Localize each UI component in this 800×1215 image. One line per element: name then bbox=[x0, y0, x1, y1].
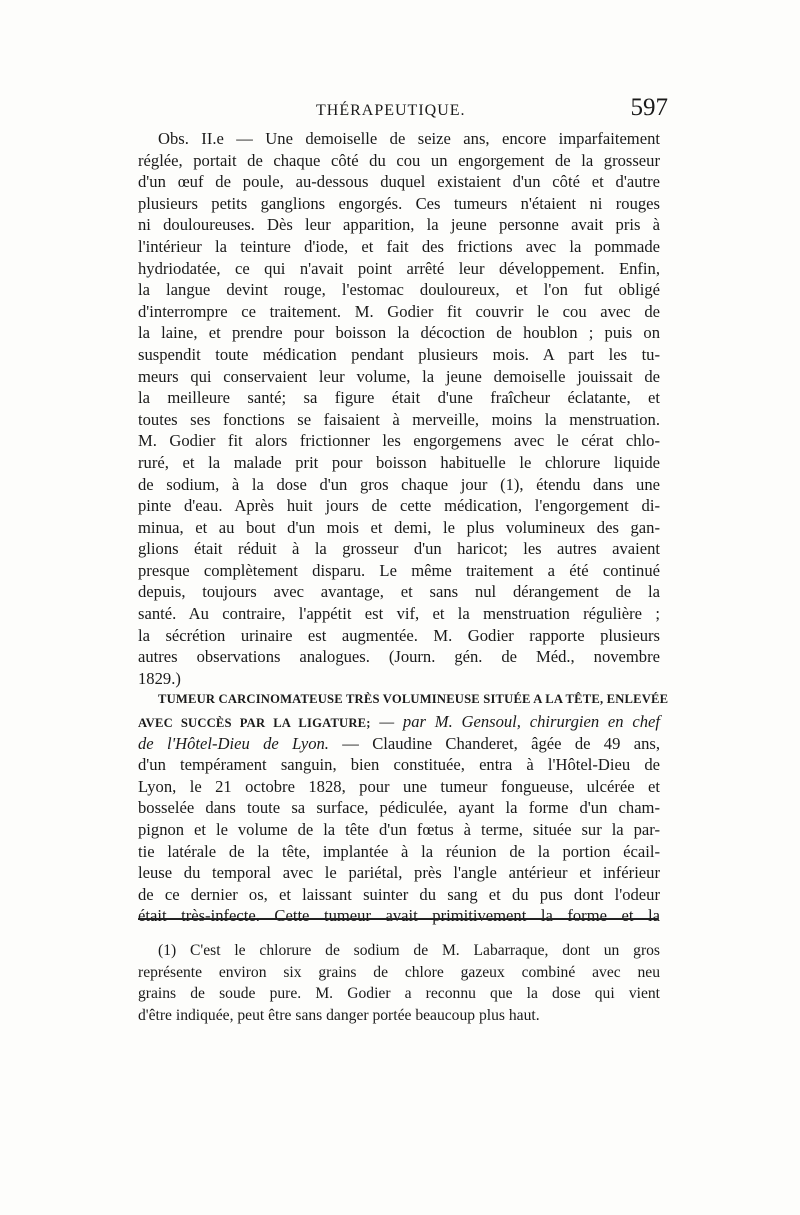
text-line: glions était réduit à la grosseur d'un haricot; les autres avaient bbox=[138, 539, 660, 559]
text-line: la sécrétion urinaire est augmentée. M. Godier rapporte plusieurs bbox=[138, 625, 660, 645]
observation-paragraph bbox=[138, 128, 660, 689]
text-line: pignon et le volume de la tête d'un fœtus à terme, située sur la par- bbox=[138, 820, 660, 839]
page-header bbox=[138, 94, 668, 130]
text-line: d'un tempérament sanguin, bien constituée, entra à l'Hôtel-Dieu de bbox=[138, 755, 660, 775]
text-line: toutes ses fonctions se faisaient à merveille, moins la menstruation. bbox=[138, 409, 660, 429]
text-line: minua, et au bout d'un mois et demi, le plus volumineux des gan- bbox=[138, 517, 660, 537]
text-line: d'un œuf de poule, au-dessous duquel existaient d'un côté et d'autre bbox=[138, 172, 660, 192]
text-line: de sodium, à la dose d'un gros chaque jour (1), étendu dans une bbox=[138, 474, 660, 494]
text-line: autres observations analogues. (Journ. gén. de Méd., novembre bbox=[138, 647, 660, 667]
text-line: presque complètement disparu. Le même traitement a été continué bbox=[138, 560, 660, 580]
text-line: ruré, et la malade prit pour boisson habituelle le chlorure liquide bbox=[138, 452, 660, 472]
text-line: bosselée dans toute sa surface, pédiculée, ayant la forme d'un cham- bbox=[138, 798, 660, 818]
text-line: d'interrompre ce traitement. M. Godier fit couvrir le cou avec de bbox=[138, 301, 660, 321]
text-line: était très-infecte. Cette tumeur avait primitivement la forme et la bbox=[138, 906, 660, 926]
text-line: la langue devint rouge, l'estomac douloureux, et l'on fut obligé bbox=[138, 280, 660, 300]
text-line: 1829.) bbox=[138, 668, 181, 688]
footnote-line: d'être indiquée, peut être sans danger portée beaucoup plus haut. bbox=[138, 1006, 540, 1024]
text-line: la meilleure santé; sa figure était d'une fraîcheur éclatante, et bbox=[138, 388, 660, 408]
case-intro-text: — Claudine Chanderet, âgée de 49 ans, bbox=[328, 733, 660, 753]
text-line: pinte d'eau. Après huit jours de cette médication, l'engorgement di- bbox=[138, 496, 660, 516]
section-heading-caps: AVEC SUCCÈS PAR LA LIGATURE; bbox=[138, 716, 371, 731]
text-line: plusieurs petits ganglions engorgés. Ces tumeurs n'étaient ni rouges bbox=[138, 193, 660, 213]
text-line: de ce dernier os, et laissant suinter du sang et du pus dont l'odeur bbox=[138, 884, 660, 904]
heading-continuation-line bbox=[138, 711, 660, 733]
footnote bbox=[138, 940, 660, 1026]
text-line: la laine, et prendre pour boisson la décoction de houblon ; puis on bbox=[138, 323, 660, 343]
text-line: ni douloureuses. Dès leur apparition, la jeune personne avait pris à bbox=[138, 215, 660, 235]
heading-continuation-line bbox=[138, 733, 660, 755]
text-line: hydriodatée, ce qui n'avait point arrêté leur développement. Enfin, bbox=[138, 258, 660, 278]
footnote-line: grains de soude pure. M. Godier a reconnu que la dose qui vient bbox=[138, 985, 660, 1002]
text-line: M. Godier fit alors frictionner les engorgemens avec le cérat chlo- bbox=[138, 431, 660, 451]
hospital-name: de l'Hôtel-Dieu de Lyon. bbox=[138, 733, 329, 753]
footnote-line: représente environ six grains de chlore gazeux combiné avec neu bbox=[138, 963, 660, 981]
running-head: THÉRAPEUTIQUE. bbox=[316, 102, 466, 119]
footnote-divider bbox=[138, 918, 658, 920]
text-line: leuse du temporal avec le pariétal, près l'angle antérieur et inférieur bbox=[138, 863, 660, 883]
section-heading: TUMEUR CARCINOMATEUSE TRÈS VOLUMINEUSE SITUÉE A LA TÊTE, ENLEVÉE bbox=[158, 692, 669, 707]
text-line: tie latérale de la tête, implantée à la réunion de la portion écail- bbox=[138, 841, 660, 861]
text-line: l'intérieur la teinture d'iode, et fait des frictions avec la pommade bbox=[138, 236, 660, 256]
text-line: Obs. II.e — Une demoiselle de seize ans, encore imparfaitement bbox=[158, 129, 660, 148]
text-line: meurs qui conservaient leur volume, la jeune demoiselle jouissait de bbox=[138, 366, 660, 386]
page-number: 597 bbox=[630, 94, 668, 121]
footnote-line: (1) C'est le chlorure de sodium de M. Labarraque, dont un gros bbox=[158, 942, 660, 959]
text-line: réglée, portait de chaque côté du cou un engorgement de la grosseur bbox=[138, 150, 660, 170]
author-attribution: — par M. Gensoul, chirurgien en chef bbox=[370, 712, 660, 732]
text-line: Lyon, le 21 octobre 1828, pour une tumeur fongueuse, ulcérée et bbox=[138, 776, 660, 796]
text-line: suspendit toute médication pendant plusieurs mois. A part les tu- bbox=[138, 344, 660, 364]
main-text bbox=[138, 128, 669, 927]
tumor-case-paragraph bbox=[138, 689, 669, 927]
text-line: santé. Au contraire, l'appétit est vif, et la menstruation régulière ; bbox=[138, 604, 660, 624]
text-line: depuis, toujours avec avantage, et sans nul dérangement de la bbox=[138, 582, 660, 602]
